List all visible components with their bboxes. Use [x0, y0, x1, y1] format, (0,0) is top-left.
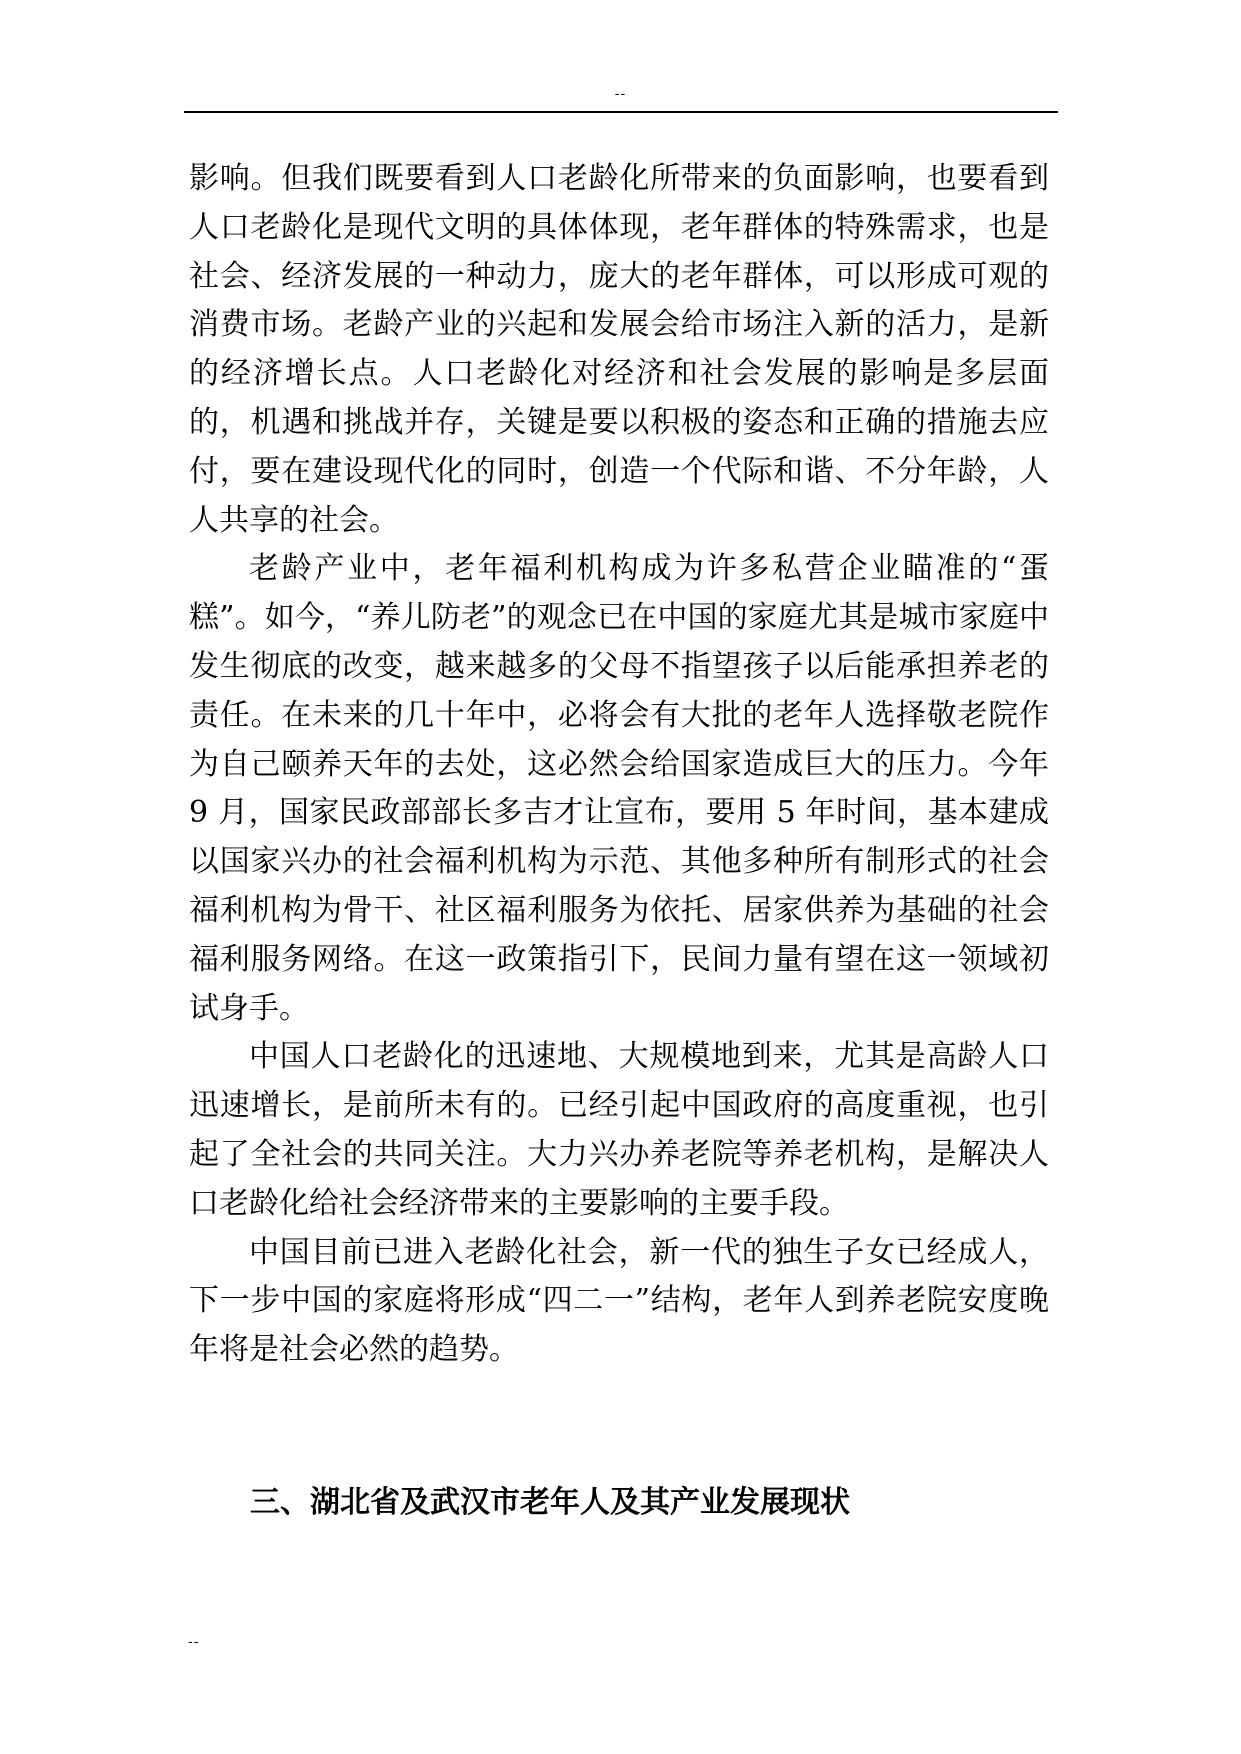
- paragraph-welfare-institutions: 老龄产业中，老年福利机构成为许多私营企业瞄准的“蛋糕”。如今，“养儿防老”的观念已在中国的家庭尤其是城市家庭中发生彻底的改变，越来越多的父母不指望孩子以后能承担养老的责任。在未来的几十年中，必将会有大批的老年人选择敬老院作为自己颐养天年的去处，这必然会给国家造成巨大的压力。今年 9 月，国家民政部部长多吉才让宣布，要用 5 年时间，基本建成以国家兴办的社会福利机构为示范、其他多种所有制形式的社会福利机构为骨干、社区福利服务为依托、居家供养为基础的社会福利服务网络。在这一政策指引下，民间力量有望在这一领域初试身手。: [189, 551, 1049, 1026]
- footer-mark: --: [188, 1634, 200, 1650]
- paragraph-continuation: 影响。但我们既要看到人口老龄化所带来的负面影响，也要看到人口老龄化是现代文明的具体体现，老年群体的特殊需求，也是社会、经济发展的一种动力，庞大的老年群体，可以形成可观的消费市场。老龄产业的兴起和发展会给市场注入新的活力，是新的经济增长点。人口老龄化对经济和社会发展的影响是多层面的，机遇和挑战并存，关键是要以积极的姿态和正确的措施去应付，要在建设现代化的同时，创造一个代际和谐、不分年龄，人人共享的社会。: [189, 161, 1049, 538]
- header-rule: [184, 111, 1058, 113]
- body-text: [189, 155, 1049, 1375]
- paragraph-aging-society: 中国目前已进入老龄化社会，新一代的独生子女已经成人，下一步中国的家庭将形成“四二一”结构，老年人到养老院安度晚年将是社会必然的趋势。: [189, 1234, 1049, 1368]
- paragraph-rapid-aging: 中国人口老龄化的迅速地、大规模地到来，尤其是高龄人口迅速增长，是前所未有的。已经引起中国政府的高度重视，也引起了全社会的共同关注。大力兴办养老院等养老机构，是解决人口老龄化给社会经济带来的主要影响的主要手段。: [189, 1039, 1049, 1221]
- section-heading: 三、湖北省及武汉市老年人及其产业发展现状: [250, 1485, 850, 1520]
- header-mark: --: [614, 86, 627, 102]
